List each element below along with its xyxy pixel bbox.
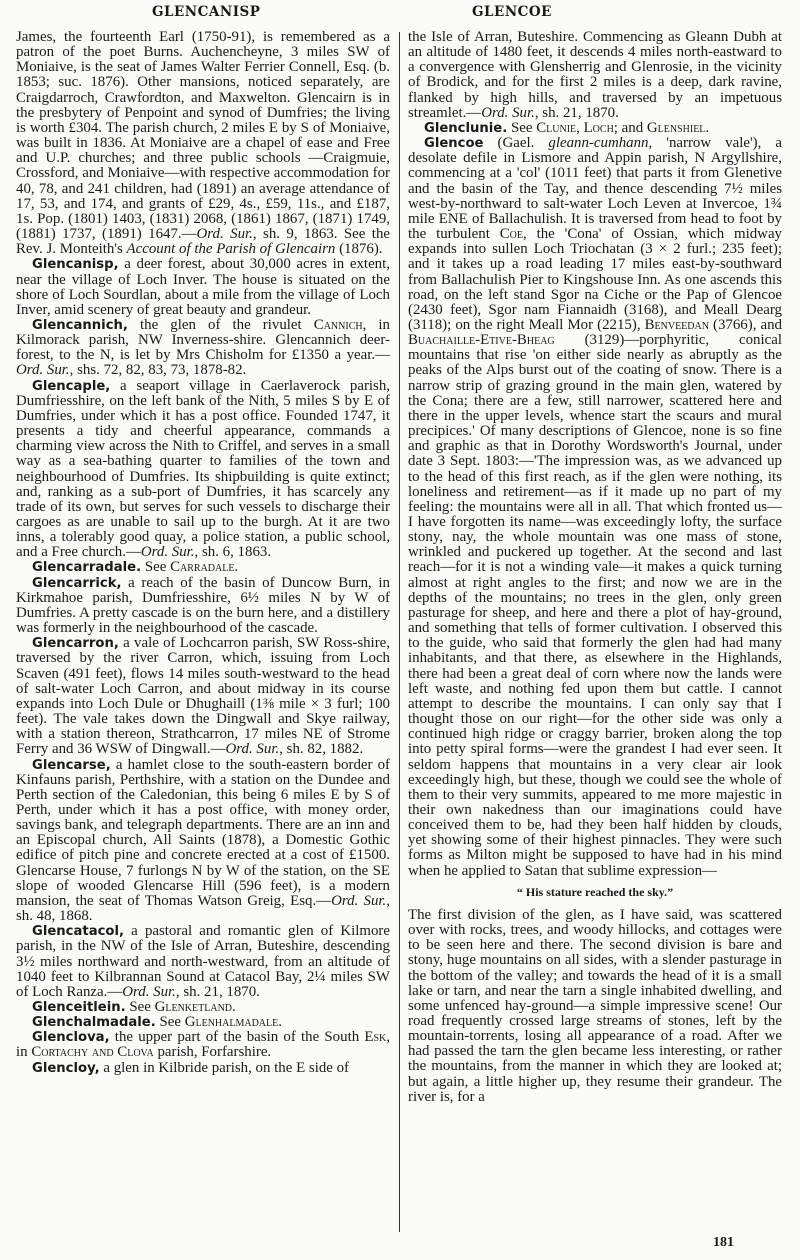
cross-reference-link: Glenshiel: [646, 119, 706, 136]
entry-glencoe: Glencoe (Gael. gleann-cumhann, 'narrow vale'), a desolate defile in Lismore and Appin parish, N Argyllshire, commencing at a 'col' (1011 feet) that parts it from Glenetive and the basin of the Tay, and thence descending 7½ miles west-by-northward to salt-water Loch Leven at Invercoe, 1¾ mile ENE of Ballachulish. It is traversed from head to foot by the turbulent Coe, the 'Cona' of Ossian, which midway expands into sullen Loch Triochatan (3 × 2 furl.; 235 feet); and it takes up a road leading 17 miles east-by-southward from Ballachulish Pier to Kingshouse Inn. As one ascends this road, on the left stand Sgor na Ciche or the Pap of Glencoe (2430 feet), Sgor nam Fiannaidh (3168), and Meall Dearg (3118); on the right Meall Mor (2215), Benveedan (3766), and Buachaille-Etive-Bheag (3129)—porphyritic, conical mountains that rise 'on either side nearly as abruptly as the peaks of the Alps burst out of the coating of snow. There is a narrow strip of grazing ground in the main glen, watered by the Cona; there are a few, still narrower, scattered here and there in the upper levels, whence start the scaurs and mural precipices.' Of many descriptions of Glencoe, none is so fine and graphic as that in Dorothy Wordsworth's Journal, under date 3 Sept. 1803:—'The impression was, as we advanced up to the head of this first reach, as if the glen were nothing, its loneliness and retirement—as if it made up no part of my feeling: the mountains were all in all. That which fronted us—I have forgotten its name—was exceedingly lofty, the surface stony, nay, the whole mountain was one mass of stone, wrinkled and puckered up together. At the second and last reach—for it is not a winding vale—it makes a quick turning almost at right angles to the first; and now we are in the depths of the mountains; no trees in the glen, only green pasturage for sheep, and here and there a plot of hay-ground, and something that tells of former cultivation. I observed this to the guide, who said that formerly the glen had had many inhabitants, and that there, as elsewhere in the Highlands, there had been a great deal of corn where now the lands were left waste, and nothing fed upon them but cattle. I cannot attempt to describe the mountains. I can only say that I thought those on our right—for the other side was only a continued high ridge or craggy barrier, broken along the top into petty spiral forms—were the grandest I had ever seen. It seldom happens that mountains in a very clear air look exceedingly high, but these, though we could see the whole of them to their very summits, appeared to me more majestic in their own nakedness than our imaginations could have conceived them to be, had they been half hidden by clouds, yet showing some of their highest pinnacles. They were such forms as Milton might be supposed to have had in his mind when he applied to Satan that sublime expression—: [408, 135, 782, 879]
entry-term: Glencarse,: [32, 757, 111, 773]
right-column: [408, 30, 782, 1105]
entry-term: Glencarradale.: [32, 560, 142, 576]
page-number: 181: [713, 1235, 734, 1250]
column-divider: [399, 32, 400, 1232]
cross-reference-link: Carradale: [170, 559, 235, 576]
entry-glenceitlein: Glenceitlein. See Glenketland.: [32, 999, 236, 1015]
entry-term: Glencannich,: [32, 317, 128, 333]
entry-glencarrick: Glencarrick, a reach of the basin of Duncow Burn, in Kirkmahoe parish, Dumfriesshire, 6½ miles N by W of Dumfries. A pretty cascade is on the burn here, and a distillery was formerly in the neighbourhood of the cascade.: [16, 574, 390, 637]
entry-term: Glencarrick,: [32, 575, 122, 591]
quote-continuation: The first division of the glen, as I have said, was scattered over with rocks, trees, and woody hillocks, and cottages were to be seen here and there. The second division is bare and stony, huge mountains on all sides, with a slender pasturage in the bottom of the valley; and towards the head of it is a small lake or tarn, and near the tarn a single inhabited dwelling, and some unfenced hay-ground—a simple impressive scene! Our road frequently crossed large streams of stones, left by the mountain-torrents, losing all appearance of a road. After we had passed the tarn the glen became less interesting, or rather the mountains, from the manner in which they are looked at; but again, a little higher up, they resume their grandeur. The river is, for a: [408, 906, 782, 1105]
entry-term: Glenceitlein.: [32, 1000, 126, 1015]
cross-reference-link: Glenketland: [154, 999, 233, 1015]
running-header-right: GLENCOE: [472, 4, 552, 20]
entry-term: Glenchalmadale.: [32, 1015, 156, 1031]
entry-glencloy: Glencloy, a glen in Kilbride parish, on the E side of: [32, 1059, 350, 1076]
block-quote: “ His stature reached the sky.”: [516, 884, 674, 899]
entry-glencaple: Glencaple, a seaport village in Caerlaverock parish, Dumfriesshire, on the left bank of the Nith, 5 miles S by E of Dumfries, under which it has a post office. Founded 1747, it presents a tidy and cheerful appearance, commands a charming view across the Nith to Criffel, and serves in a small way as a sea-bathing quarter to families of the town and neighbourhood of Dumfries. Its shipbuilding is quite extinct; and, ranking as a sub-port of Dumfries, it has scarcely any trade of its own, but serves for such vessels to discharge their cargoes as are unable to sail up to the burgh. At it are two inns, a tolerably good quay, a police station, a public school, and a Free church.—Ord. Sur., sh. 6, 1863.: [16, 377, 390, 561]
entry-term: Glencoe: [424, 136, 484, 152]
entry-glencannich: Glencannich, the glen of the rivulet Cannich, in Kilmorack parish, NW Inverness-shire. Glencannich deer-forest, to the N, is let by Mrs Chisholm for £1350 a year.—Ord. Sur., shs. 72, 82, 83, 73, 1878-82.: [16, 316, 390, 379]
entry-glencarradale: Glencarradale. See Carradale.: [32, 559, 239, 576]
cross-reference-link: Clunie, Loch: [536, 119, 614, 136]
entry-term: Glencanisp,: [32, 257, 119, 273]
entry-glenclova: Glenclova, the upper part of the basin of the South Esk, in Cortachy and Clova parish, Forfarshire.: [16, 1029, 390, 1061]
entry-term: Glenclunie.: [424, 120, 508, 136]
running-header-left: GLENCANISP: [152, 4, 261, 20]
entry-glenclunie: Glenclunie. See Clunie, Loch; and Glenshiel.: [424, 119, 710, 136]
entry-glencatacol: Glencatacol, a pastoral and romantic glen of Kilmore parish, in the NW of the Isle of Arran, Buteshire, descending 3½ miles northward and north-westward, from an altitude of 1040 feet to Kilbrannan Sound at Catacol Bay, 2¼ miles SW of Loch Ranza.—Ord. Sur., sh. 21, 1870.: [16, 923, 390, 1000]
entry-continuation: the Isle of Arran, Buteshire. Commencing as Gleann Dubh at an altitude of 1480 feet, it descends 4 miles north-eastward to a convergence with Glensherrig and Glenrosie, in the vicinity of Brodick, and for the first 2 miles is a deep, dark ravine, flanked by high hills, and traversed by an impetuous streamlet.—Ord. Sur., sh. 21, 1870.: [408, 29, 782, 121]
entry-glenchalmadale: Glenchalmadale. See Glenhalmadale.: [32, 1014, 282, 1031]
entry-term: Glenclova,: [32, 1030, 110, 1046]
cross-reference-link: Glenhalmadale: [184, 1014, 279, 1031]
entry-term: Glencatacol,: [32, 924, 125, 940]
entry-term: Glencloy,: [32, 1060, 100, 1076]
entry-term: Glencarron,: [32, 636, 119, 652]
entry-term: Glencaple,: [32, 378, 111, 394]
entry-glencarse: Glencarse, a hamlet close to the south-eastern border of Kinfauns parish, Perthshire, with a station on the Dundee and Perth section of the Caledonian, this being 6 miles E by S of Perth, under which it has a post office, with money order, savings bank, and telegraph departments. There are an inn and an Episcopal church, All Saints (1878), a Domestic Gothic edifice of pitch pine and concrete erected at a cost of £1500. Glencarse House, 7 furlongs N by W of the station, on the SE slope of wooded Glencarse Hill (596 feet), is a modern mansion, the seat of Thomas Watson Greig, Esq.—Ord. Sur., sh. 48, 1868.: [16, 756, 390, 925]
left-column: [16, 30, 390, 1076]
entry-glencanisp: Glencanisp, a deer forest, about 30,000 acres in extent, near the village of Loch Inver. The house is situated on the shore of Loch Sourdlan, about a mile from the village of Loch Inver, amid scenery of great beauty and grandeur.: [16, 256, 390, 318]
entry-continuation: James, the fourteenth Earl (1750-91), is remembered as a patron of the poet Burns. Auchencheyne, 3 miles SW of Moniaive, is the seat of James Walter Ferrier Connell, Esq. (b. 1853; suc. 1876). Other mansions, noticed separately, are Craigdarroch, Crawfordton, and Maxwelton. Glencairn is in the presbytery of Penpoint and synod of Dumfries; the living is worth £304. The parish church, 2 miles E by S of Moniaive, was built in 1836. At Moniaive are a chapel of ease and Free and U.P. churches; and three public schools —Craigmuie, Crossford, and Moniaive—with respective accommodation for 40, 78, and 241 children, had (1891) an average attendance of 17, 53, and 174, and grants of £29, 4s., £59, 11s., and £187, 1s. Pop. (1801) 1403, (1831) 2068, (1861) 1867, (1871) 1749, (1881) 1737, (1891) 1647.—Ord. Sur., sh. 9, 1863. See the Rev. J. Monteith's Account of the Parish of Glencairn (1876).: [16, 29, 390, 258]
entry-glencarron: Glencarron, a vale of Lochcarron parish, SW Ross-shire, traversed by the river Carron, which, issuing from Loch Scaven (491 feet), flows 14 miles south-westward to the head of salt-water Loch Carron, and about midway in its course expands into Loch Dule or Dhughaill (1⅜ mile × 3 furl; 100 feet). The vale takes down the Dingwall and Skye railway, with a station thereon, Strathcarron, 17 miles NE of Strome Ferry and 36 WSW of Dingwall.—Ord. Sur., sh. 82, 1882.: [16, 635, 390, 758]
